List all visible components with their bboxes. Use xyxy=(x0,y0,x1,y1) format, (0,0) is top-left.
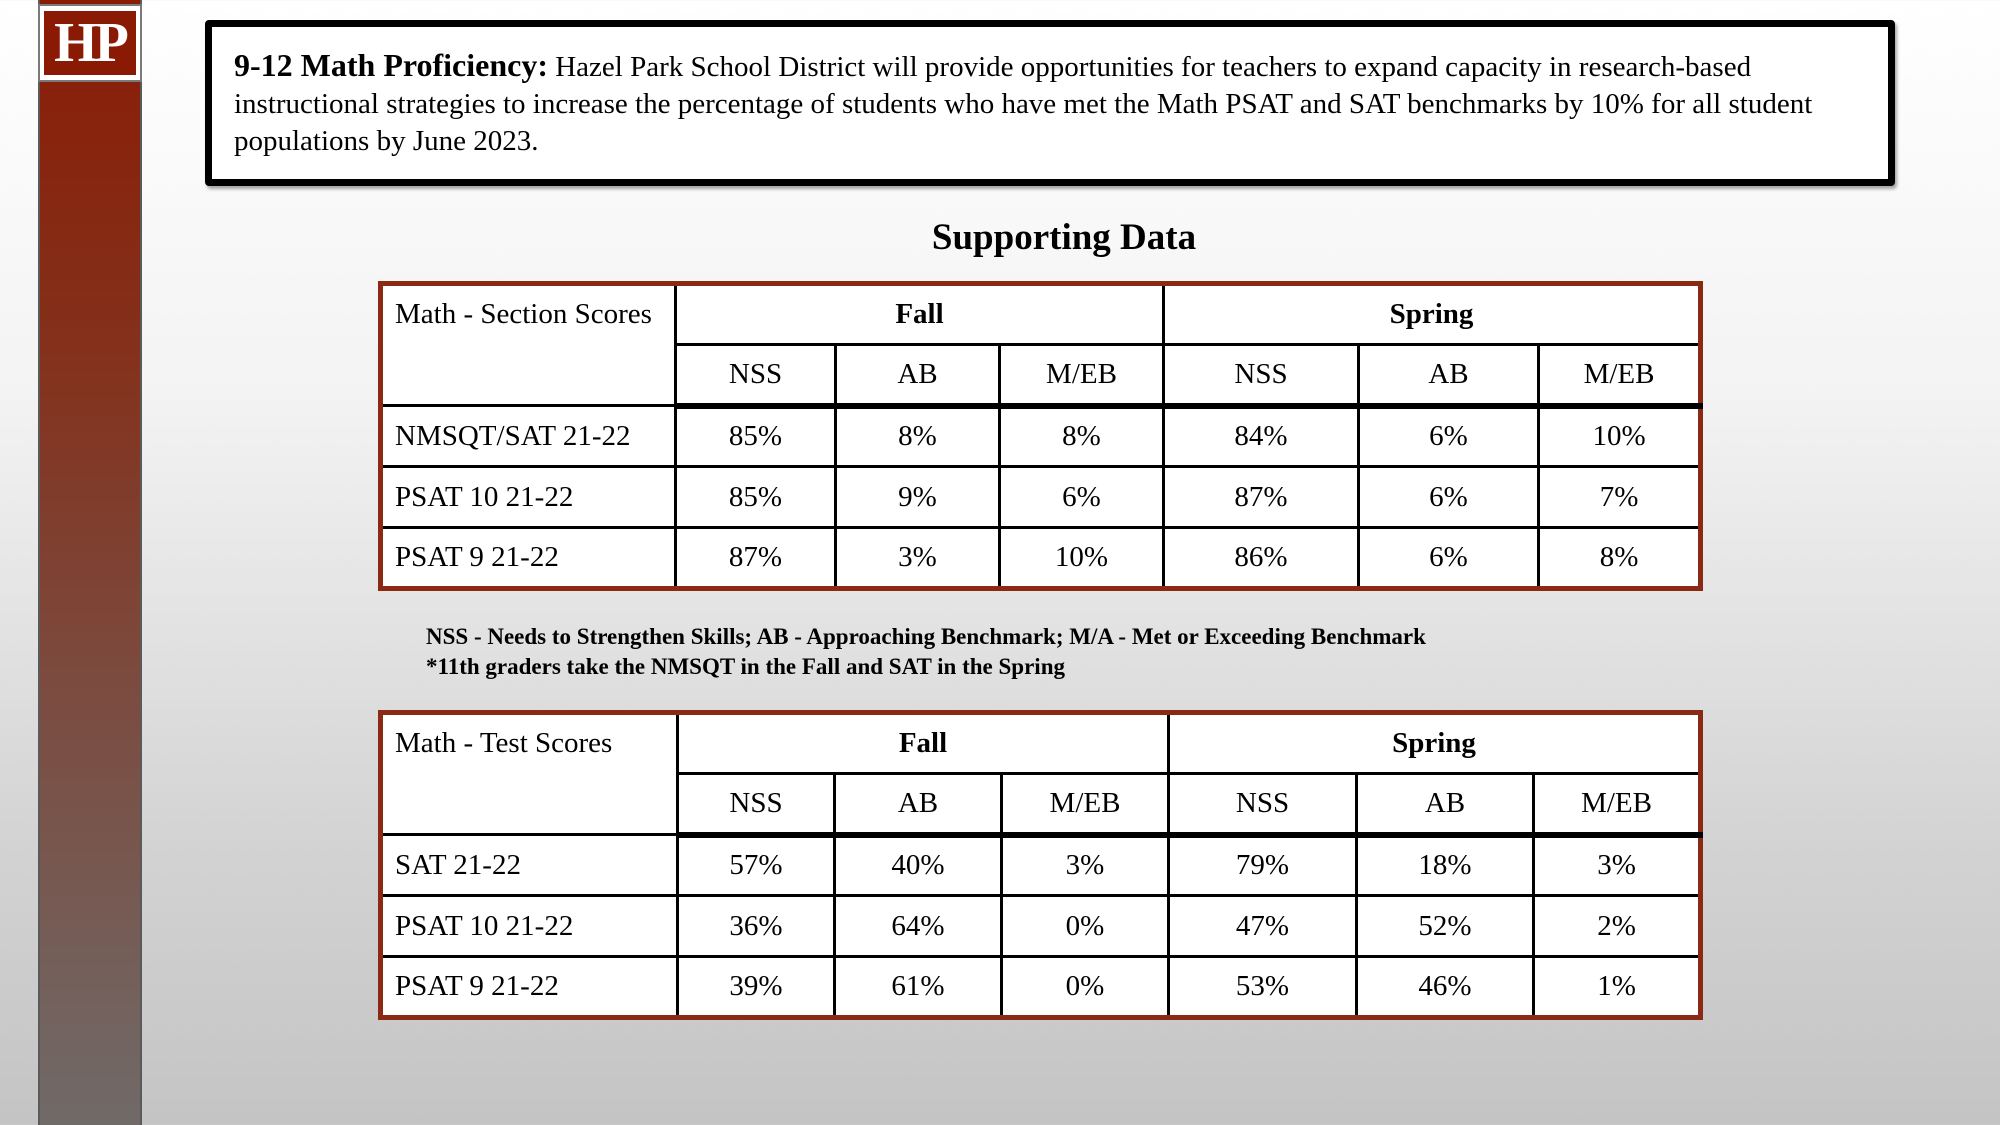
table-row xyxy=(381,467,1701,528)
table-cell: 8% xyxy=(1000,406,1164,467)
column-header: AB xyxy=(835,774,1002,835)
goal-text: Hazel Park School District will provide opportunities for teachers to expand capacity in research-based instructional strategies to increase the percentage of students who have met the Math PSAT and SAT benchmarks by 10% for all student populations by June 2023. xyxy=(234,51,1813,157)
table-cell: 6% xyxy=(1359,467,1539,528)
table-cell: 52% xyxy=(1357,896,1534,957)
table-cell: 1% xyxy=(1534,957,1701,1018)
column-header: NSS xyxy=(678,774,835,835)
row-label: SAT 21-22 xyxy=(381,835,678,896)
section-scores-table xyxy=(378,281,1703,591)
district-logo xyxy=(38,4,142,82)
table-legend xyxy=(426,622,1426,682)
table-cell: 6% xyxy=(1000,467,1164,528)
table-cell: 64% xyxy=(835,896,1002,957)
table-cell: 86% xyxy=(1164,528,1359,589)
table-cell: 87% xyxy=(676,528,836,589)
fall-header: Fall xyxy=(676,284,1164,345)
table-cell: 53% xyxy=(1169,957,1357,1018)
spring-header: Spring xyxy=(1169,713,1701,774)
table-cell: 57% xyxy=(678,835,835,896)
table-cell: 0% xyxy=(1002,957,1169,1018)
logo-badge xyxy=(44,11,136,75)
table-row xyxy=(381,835,1701,896)
table-header-row xyxy=(381,713,1701,774)
table-cell: 6% xyxy=(1359,406,1539,467)
section-title: Supporting Data xyxy=(931,217,1197,258)
table-cell: 85% xyxy=(676,467,836,528)
logo-text: HP xyxy=(54,12,126,74)
table-cell: 8% xyxy=(836,406,1000,467)
table-cell: 87% xyxy=(1164,467,1359,528)
table-cell: 40% xyxy=(835,835,1002,896)
row-label: PSAT 9 21-22 xyxy=(381,528,676,589)
table-cell: 85% xyxy=(676,406,836,467)
table-cell: 18% xyxy=(1357,835,1534,896)
column-header: M/EB xyxy=(1539,345,1701,406)
row-label: PSAT 10 21-22 xyxy=(381,896,678,957)
column-header: NSS xyxy=(676,345,836,406)
legend-abbreviations: NSS - Needs to Strengthen Skills; AB - Approaching Benchmark; M/A - Met or Exceeding Benchmark xyxy=(426,624,1426,649)
row-label: PSAT 10 21-22 xyxy=(381,467,676,528)
table-row xyxy=(381,528,1701,589)
column-header: AB xyxy=(836,345,1000,406)
table-cell: 36% xyxy=(678,896,835,957)
table-cell: 10% xyxy=(1539,406,1701,467)
table-cell: 84% xyxy=(1164,406,1359,467)
table-cell: 2% xyxy=(1534,896,1701,957)
table-cell: 3% xyxy=(1002,835,1169,896)
legend-footnote: *11th graders take the NMSQT in the Fall and SAT in the Spring xyxy=(426,654,1065,679)
table-cell: 3% xyxy=(836,528,1000,589)
table-corner-label: Math - Section Scores xyxy=(381,284,676,406)
row-label: PSAT 9 21-22 xyxy=(381,957,678,1018)
goal-title: 9-12 Math Proficiency: xyxy=(234,47,548,83)
table-cell: 61% xyxy=(835,957,1002,1018)
table-cell: 39% xyxy=(678,957,835,1018)
table-cell: 3% xyxy=(1534,835,1701,896)
row-label: NMSQT/SAT 21-22 xyxy=(381,406,676,467)
table-cell: 0% xyxy=(1002,896,1169,957)
fall-header: Fall xyxy=(678,713,1169,774)
sidebar-bar xyxy=(38,0,142,1125)
table-row xyxy=(381,957,1701,1018)
column-header: NSS xyxy=(1169,774,1357,835)
table-cell: 7% xyxy=(1539,467,1701,528)
table-corner-label: Math - Test Scores xyxy=(381,713,678,835)
column-header: M/EB xyxy=(1000,345,1164,406)
spring-header: Spring xyxy=(1164,284,1701,345)
column-header: AB xyxy=(1359,345,1539,406)
table-cell: 46% xyxy=(1357,957,1534,1018)
column-header: NSS xyxy=(1164,345,1359,406)
goal-statement-box xyxy=(205,20,1895,186)
column-header: AB xyxy=(1357,774,1534,835)
table-cell: 10% xyxy=(1000,528,1164,589)
column-header: M/EB xyxy=(1534,774,1701,835)
table-cell: 47% xyxy=(1169,896,1357,957)
table-row xyxy=(381,406,1701,467)
table-cell: 8% xyxy=(1539,528,1701,589)
table-row xyxy=(381,896,1701,957)
table-header-row xyxy=(381,284,1701,345)
table-cell: 9% xyxy=(836,467,1000,528)
column-header: M/EB xyxy=(1002,774,1169,835)
table-cell: 79% xyxy=(1169,835,1357,896)
table-cell: 6% xyxy=(1359,528,1539,589)
test-scores-table xyxy=(378,710,1703,1020)
